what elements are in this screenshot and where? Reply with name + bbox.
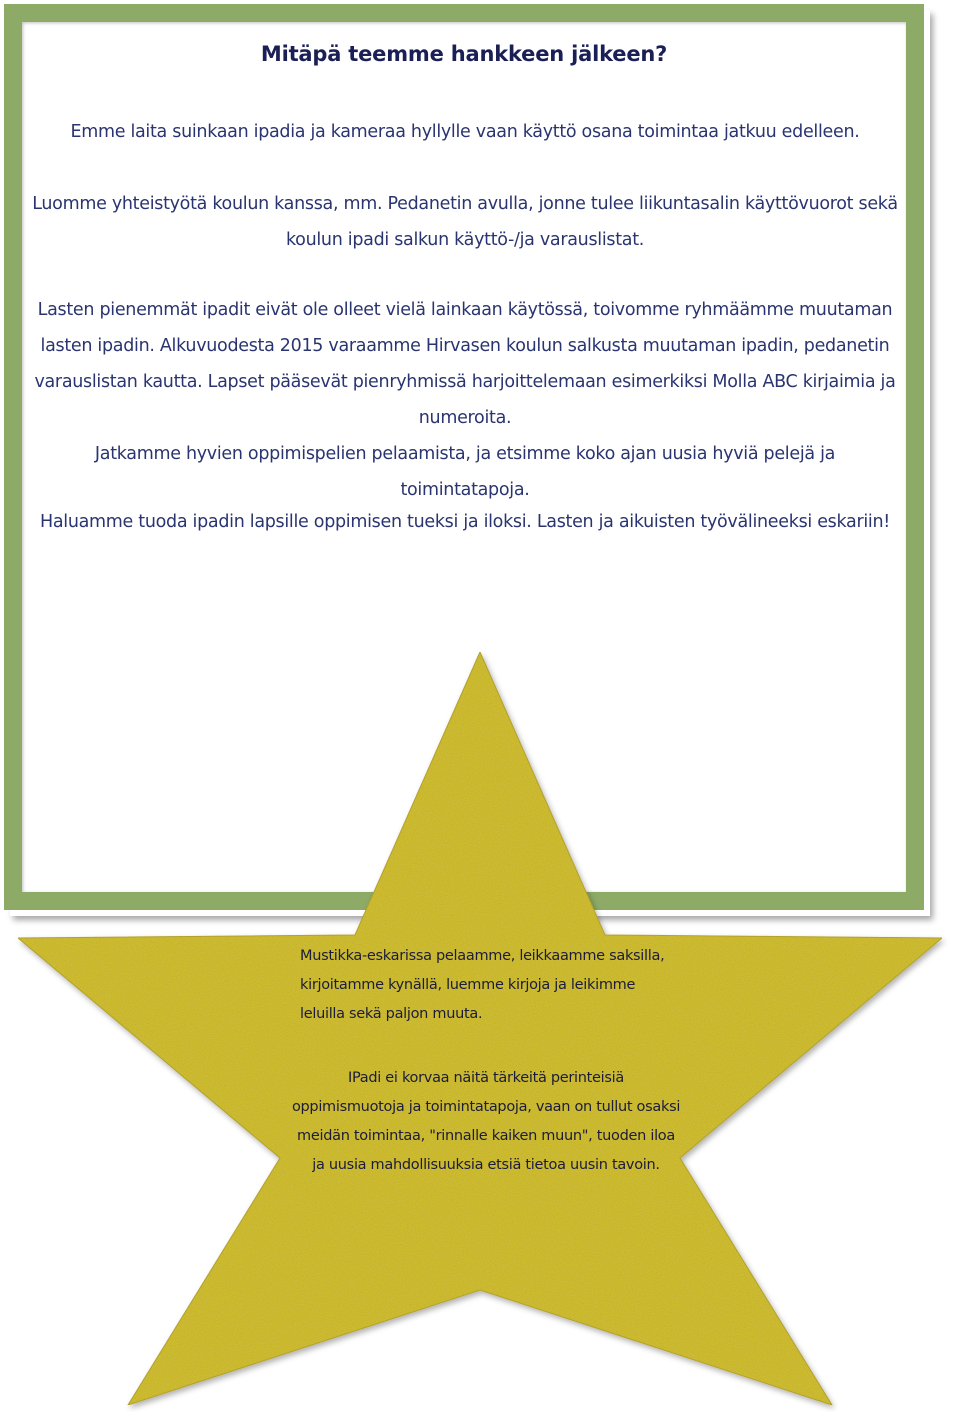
star-text-activities: Mustikka-eskarissa pelaamme, leikkaamme saksilla, kirjoitamme kynällä, luemme kirjoja ja leikimme leluilla sekä paljon muuta. <box>300 948 665 1022</box>
star-text-ipad-role: IPadi ei korvaa näitä tärkeitä perinteisiä oppimismuotoja ja toimintatapoja, vaan on tullut osaksi meidän toimintaa, "rinnalle kaiken muun", tuoden iloa ja uusia mahdollisuuksia etsiä tietoa uusin tavoin. <box>291 1070 681 1173</box>
paragraph-school-cooperation: Luomme yhteistyötä koulun kanssa, mm. Pedanetin avulla, jonne tulee liikuntasalin käyttövuorot sekä koulun ipadi salkun käyttö-/ja varauslistat. <box>32 194 898 250</box>
page-title: Mitäpä teemme hankkeen jälkeen? <box>260 42 668 66</box>
paragraph-learning-games: Jatkamme hyvien oppimispelien pelaamista, ja etsimme koko ajan uusia hyviä pelejä ja toimintatapoja. <box>94 444 836 500</box>
paragraph-goal: Haluamme tuoda ipadin lapsille oppimisen tueksi ja iloksi. Lasten ja aikuisten työvälineeksi eskariin! <box>40 512 890 532</box>
paragraph-ipad-usage: Emme laita suinkaan ipadia ja kameraa hyllylle vaan käyttö osana toimintaa jatkuu edelleen. <box>70 122 860 142</box>
paragraph-children-ipads: Lasten pienemmät ipadit eivät ole olleet vielä lainkaan käytössä, toivomme ryhmäämme muutaman lasten ipadin. Alkuvuodesta 2015 varaamme Hirvasen koulun salkusta muutaman ipadin, pedanetin varauslistan kautta. Lapset pääsevät pienryhmissä harjoittelemaan esimerkiksi Molla ABC kirjaimia ja numeroita. <box>34 300 896 428</box>
